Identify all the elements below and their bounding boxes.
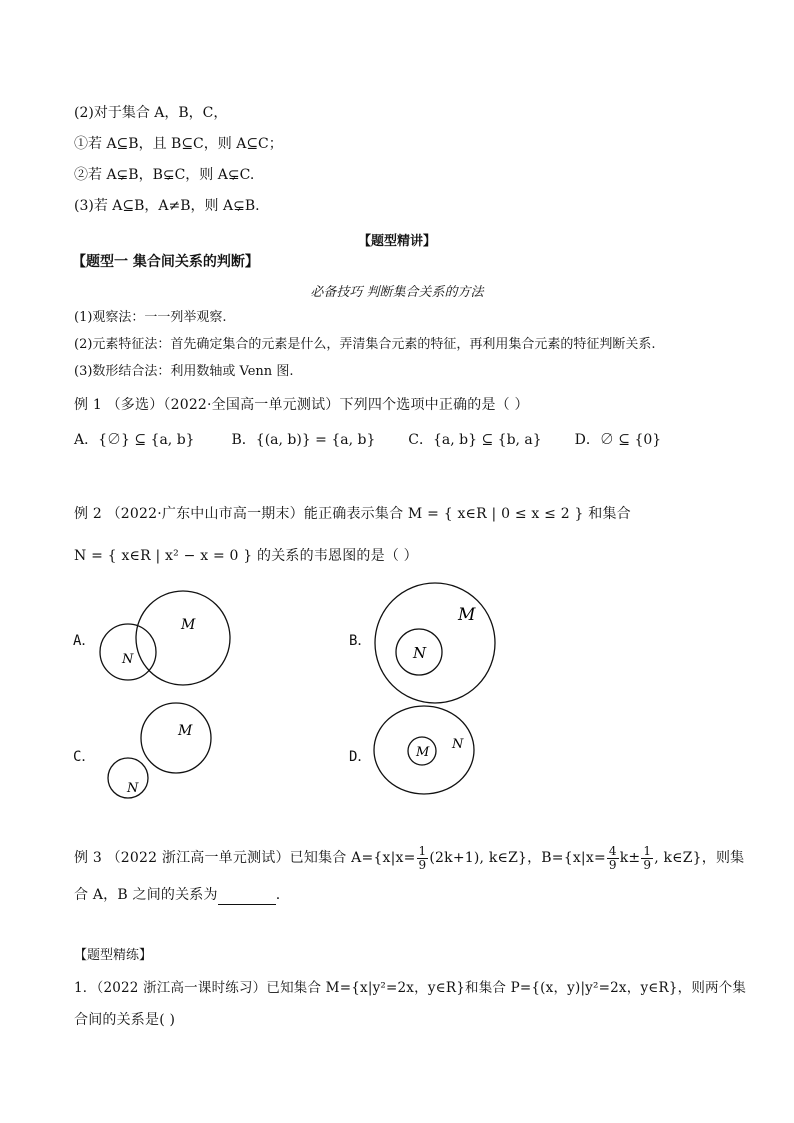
- type-heading: 【题型一 集合间关系的判断】: [72, 254, 259, 270]
- example3-line-2: [74, 885, 280, 905]
- method-1: (1)观察法：一一列举观察.: [74, 310, 227, 325]
- label-m: M: [178, 723, 193, 739]
- label-m: M: [416, 745, 430, 760]
- circle-m: [136, 591, 230, 685]
- example1-options: [74, 430, 661, 450]
- label-n: N: [413, 644, 427, 662]
- fraction-1-9-b: [641, 845, 653, 872]
- practice1-line-2: 合间的关系是( ): [74, 1012, 176, 1028]
- venn-option-b-label[interactable]: B．: [349, 633, 372, 649]
- section-heading: 【题型精讲】: [357, 234, 436, 249]
- circle-m: [375, 583, 495, 703]
- frac-denominator: 9: [643, 857, 652, 872]
- example1-option-d[interactable]: D．∅ ⊆ {0}: [574, 432, 662, 448]
- venn-option-a[interactable]: [95, 590, 235, 690]
- intro-line-4: (3)若 A⊆B，A≠B，则 A⊊B.: [74, 198, 260, 214]
- example3-prefix: 例 3 （2022 浙江高一单元测试）已知集合 A={x|x=: [74, 850, 416, 866]
- venn-option-d[interactable]: [370, 700, 480, 800]
- venn-option-b[interactable]: [370, 578, 500, 708]
- frac-denominator: 9: [608, 857, 617, 872]
- practice1-line-1: 1．（2022 浙江高一课时练习）已知集合 M={x|y²=2x，y∈R}和集合 P={(x，y)|y²=2x，y∈R}，则两个集: [74, 980, 747, 996]
- intro-line-2: ①若 A⊆B，且 B⊆C，则 A⊆C；: [74, 136, 283, 152]
- example3-line-1: [74, 843, 744, 873]
- label-n: N: [122, 652, 134, 667]
- example1-option-b[interactable]: B．{(a, b)} = {a, b}: [231, 432, 376, 448]
- intro-line-3: ②若 A⊊B，B⊊C，则 A⊊C.: [74, 167, 255, 183]
- example3-mid-2: k±: [619, 850, 641, 866]
- answer-blank[interactable]: [218, 890, 276, 905]
- venn-option-c[interactable]: [100, 700, 220, 805]
- skill-title: 必备技巧 判断集合关系的方法: [310, 285, 484, 300]
- fraction-1-9: [417, 845, 429, 872]
- label-n: N: [127, 781, 139, 796]
- intro-line-1: (2)对于集合 A，B，C，: [74, 105, 228, 121]
- frac-numerator: 1: [418, 843, 427, 858]
- practice-heading: 【题型精练】: [74, 948, 153, 963]
- example3-line-2-text: 合 A，B 之间的关系为: [74, 887, 218, 903]
- method-3: (3)数形结合法：利用数轴或 Venn 图.: [74, 364, 294, 379]
- method-2: (2)元素特征法：首先确定集合的元素是什么，弄清集合元素的特征，再利用集合元素的特征判断关系.: [74, 337, 656, 352]
- example1-option-a[interactable]: A．{∅} ⊆ {a, b}: [74, 432, 195, 448]
- venn-option-a-label[interactable]: A．: [73, 633, 96, 649]
- venn-option-d-label[interactable]: D．: [349, 749, 372, 765]
- frac-denominator: 9: [418, 857, 427, 872]
- circle-m: [141, 703, 211, 773]
- example1-question: 例 1 （多选）（2022·全国高一单元测试）下列四个选项中正确的是（ ）: [74, 397, 529, 413]
- fraction-4-9: [607, 845, 619, 872]
- venn-option-c-label[interactable]: C．: [73, 749, 96, 765]
- label-m: M: [458, 605, 476, 625]
- example3-mid-1: (2k+1), k∈Z}，B={x|x=: [429, 850, 606, 866]
- frac-numerator: 4: [608, 843, 617, 858]
- frac-numerator: 1: [643, 843, 652, 858]
- example3-line-2-end: .: [275, 887, 281, 903]
- label-n: N: [452, 737, 464, 752]
- example2-line-1: 例 2 （2022·广东中山市高一期末）能正确表示集合 M = { x∈R | 0 ≤ x ≤ 2 } 和集合: [74, 506, 631, 522]
- example2-line-2: N = { x∈R | x² − x = 0 } 的关系的韦恩图的是（ ）: [74, 548, 418, 564]
- example3-suffix: , k∈Z}，则集: [654, 850, 745, 866]
- label-m: M: [181, 617, 196, 633]
- example1-option-c[interactable]: C．{a, b} ⊆ {b, a}: [408, 432, 542, 448]
